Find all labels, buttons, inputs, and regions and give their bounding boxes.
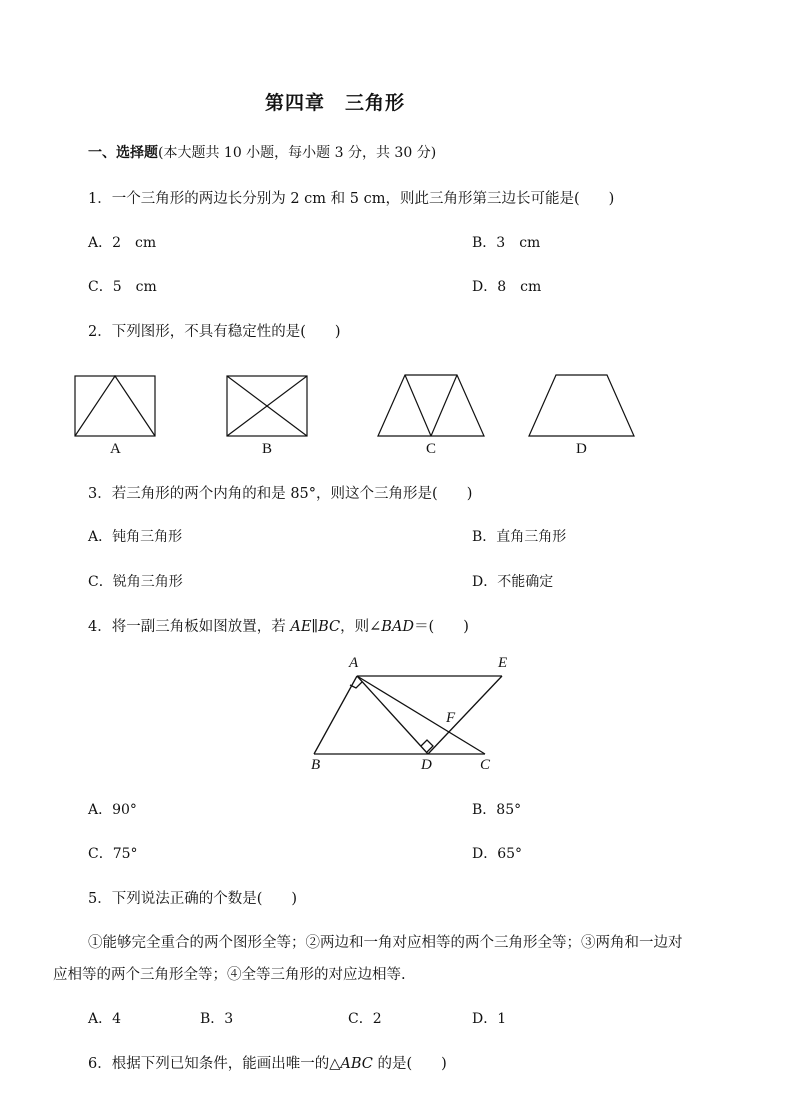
q5-body-line-1: ①能够完全重合的两个图形全等；②两边和一角对应相等的两个三角形全等；③两角和一边对 <box>88 935 683 951</box>
question-1-text: 1．一个三角形的两边长分别为 2 cm 和 5 cm，则此三角形第三边长可能是( ) <box>88 191 615 207</box>
q2-label-b: B <box>262 441 273 457</box>
q5-body-line-2: 应相等的两个三角形全等；④全等三角形的对应边相等. <box>53 967 406 983</box>
q4-label-c: C <box>480 757 491 773</box>
page-title: 第四章 三角形 <box>265 92 406 114</box>
q4-option-c: C．75° <box>88 846 138 862</box>
q4-option-a: A．90° <box>88 802 137 818</box>
q3-option-d: D．不能确定 <box>472 574 554 590</box>
question-2-text: 2．下列图形，不具有稳定性的是( ) <box>88 324 341 340</box>
q2-label-d: D <box>576 441 587 457</box>
q2-label-c: C <box>426 441 437 457</box>
q5-option-a: A．4 <box>88 1011 122 1027</box>
section-heading-note: (本大题共 10 小题，每小题 3 分，共 30 分) <box>158 145 437 161</box>
q4-label-d: D <box>421 757 432 773</box>
question-5-text: 5．下列说法正确的个数是( ) <box>88 891 298 907</box>
q3-option-b: B．直角三角形 <box>472 529 567 545</box>
q4-label-e: E <box>498 655 508 671</box>
segment-ad <box>357 676 428 754</box>
section-heading-label: 一、选择题 <box>88 145 158 161</box>
q1-option-c: C．5 cm <box>88 279 157 295</box>
q3-option-c: C．锐角三角形 <box>88 574 183 590</box>
q3-option-a: A．钝角三角形 <box>88 529 183 545</box>
q4-option-d: D．65° <box>472 846 523 862</box>
q4-label-b: B <box>311 757 321 773</box>
q5-option-b: B．3 <box>200 1011 234 1027</box>
question-4-text: 4．将一副三角板如图放置，若 AE∥BC，则∠BAD＝( ) <box>88 619 469 635</box>
q4-label-a: A <box>349 655 359 671</box>
q4-label-f: F <box>446 710 456 726</box>
q1-option-b: B．3 cm <box>472 235 541 251</box>
q1-option-a: A．2 cm <box>88 235 157 251</box>
q4-option-b: B．85° <box>472 802 522 818</box>
q1-option-d: D．8 cm <box>472 279 542 295</box>
question-3-text: 3．若三角形的两个内角的和是 85°，则这个三角形是( ) <box>88 486 473 502</box>
q2-label-a: A <box>110 441 121 457</box>
q5-option-c: C．2 <box>348 1011 382 1027</box>
q5-option-d: D．1 <box>472 1011 507 1027</box>
segment-ab <box>314 676 357 754</box>
question-6-text: 6．根据下列已知条件，能画出唯一的△ABC 的是( ) <box>88 1056 447 1072</box>
